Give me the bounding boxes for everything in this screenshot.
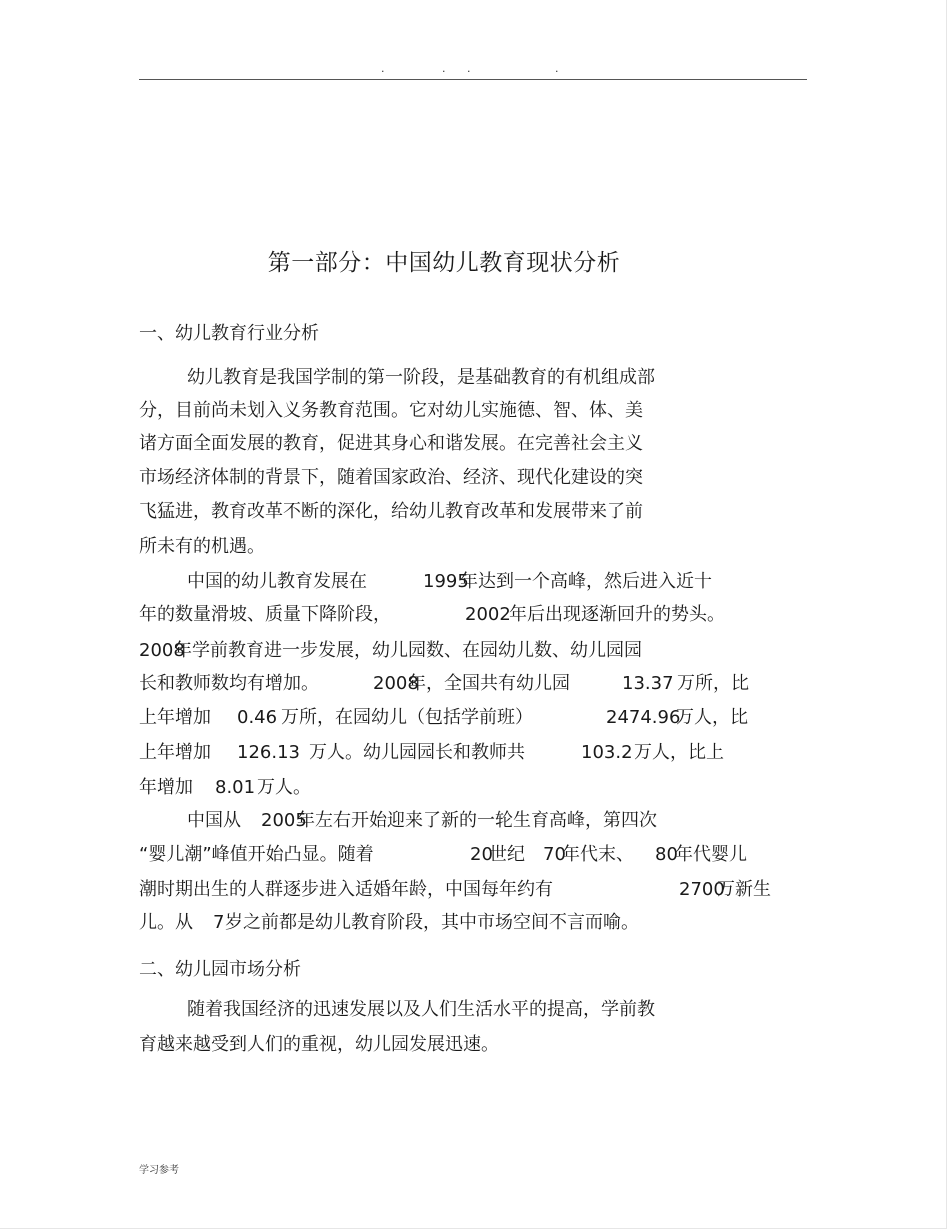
text-segment: 中国从 [187,810,241,831]
text-segment: 年学前教育进一步发展，幼儿园数、在园幼儿数、幼儿园园 [174,640,642,661]
page-title: 第一部分：中国幼儿教育现状分析 [267,250,621,276]
paragraph-line [0,843,950,867]
number-segment: 7 [213,912,225,933]
header-dot: . [381,62,385,75]
section-heading-industry: 一、幼儿教育行业分析 [139,323,319,344]
number-segment: 13.37 [622,673,674,694]
text-segment: 万人。幼儿园园长和教师共 [309,742,525,763]
paragraph-line: 随着我国经济的迅速发展以及人们生活水平的提高，学前教 [187,999,655,1020]
paragraph-line [0,809,950,833]
paragraph-line: 市场经济体制的背景下，随着国家政治、经济、现代化建设的突 [139,467,643,488]
number-segment: 103.2 [581,742,633,763]
paragraph-line [0,878,950,902]
text-segment: 长和教师数均有增加。 [139,673,319,694]
paragraph-line: 诸方面全面发展的教育，促进其身心和谐发展。在完善社会主义 [139,433,643,454]
number-segment: 2008 [139,640,185,661]
text-segment: “婴儿潮”峰值开始凸显。随着 [139,844,374,865]
text-segment: 年的数量滑坡、质量下降阶段， [139,604,391,625]
number-segment: 70 [543,844,566,865]
text-segment: 潮时期出生的人群逐步进入适婚年龄，中国每年约有 [139,879,553,900]
paragraph-line [0,706,950,730]
number-segment: 126.13 [237,742,300,763]
text-segment: 年后出现逐渐回升的势头。 [509,604,725,625]
text-segment: 万所，比 [677,673,749,694]
number-segment: 2008 [373,673,419,694]
text-segment: 年左右开始迎来了新的一轮生育高峰，第四次 [297,810,657,831]
header-dot: . [467,62,471,75]
header-rule [139,79,807,80]
number-segment: 2005 [261,810,307,831]
paragraph-line [0,776,950,800]
text-segment: 年，全国共有幼儿园 [408,673,570,694]
number-segment: 80 [655,844,678,865]
text-segment: 年达到一个高峰，然后进入近十 [460,571,712,592]
paragraph-line [0,741,950,765]
text-segment: 万人。 [257,777,311,798]
number-segment: 2700 [679,879,725,900]
number-segment: 1995 [423,571,469,592]
paragraph-line [0,639,950,663]
text-segment: 万所，在园幼儿（包括学前班） [281,707,533,728]
paragraph-line: 所未有的机遇。 [139,536,265,557]
number-segment: 2002 [465,604,511,625]
paragraph-line: 育越来越受到人们的重视，幼儿园发展迅速。 [139,1034,499,1055]
header-dot: . [555,62,559,75]
paragraph-line [0,603,950,627]
number-segment: 20 [470,844,493,865]
text-segment: 上年增加 [139,707,211,728]
paragraph-line [0,672,950,696]
text-segment: 儿。从 [139,912,193,933]
text-segment: 年代婴儿 [675,844,747,865]
header-dots [139,62,807,78]
text-segment: 年代末、 [562,844,634,865]
section-heading-kindergarten-market: 二、幼儿园市场分析 [139,959,301,980]
text-segment: 万新生 [717,879,771,900]
footer-label: 学习参考 [139,1165,179,1176]
text-segment: 岁之前都是幼儿教育阶段，其中市场空间不言而喻。 [225,912,639,933]
paragraph-line [0,911,950,935]
number-segment: 0.46 [237,707,278,728]
header-dot: . [442,62,446,75]
text-segment: 世纪 [489,844,525,865]
text-segment: 上年增加 [139,742,211,763]
number-segment: 8.01 [215,777,256,798]
text-segment: 中国的幼儿教育发展在 [187,571,367,592]
text-segment: 万人，比上 [634,742,724,763]
text-segment: 万人，比 [676,707,748,728]
paragraph-line [0,570,950,594]
paragraph-line: 分，目前尚未划入义务教育范围。它对幼儿实施德、智、体、美 [139,400,643,421]
paragraph-line: 飞猛进，教育改革不断的深化，给幼儿教育改革和发展带来了前 [139,501,643,522]
number-segment: 2474.96 [606,707,681,728]
paragraph-line: 幼儿教育是我国学制的第一阶段，是基础教育的有机组成部 [187,367,655,388]
text-segment: 年增加 [139,777,193,798]
